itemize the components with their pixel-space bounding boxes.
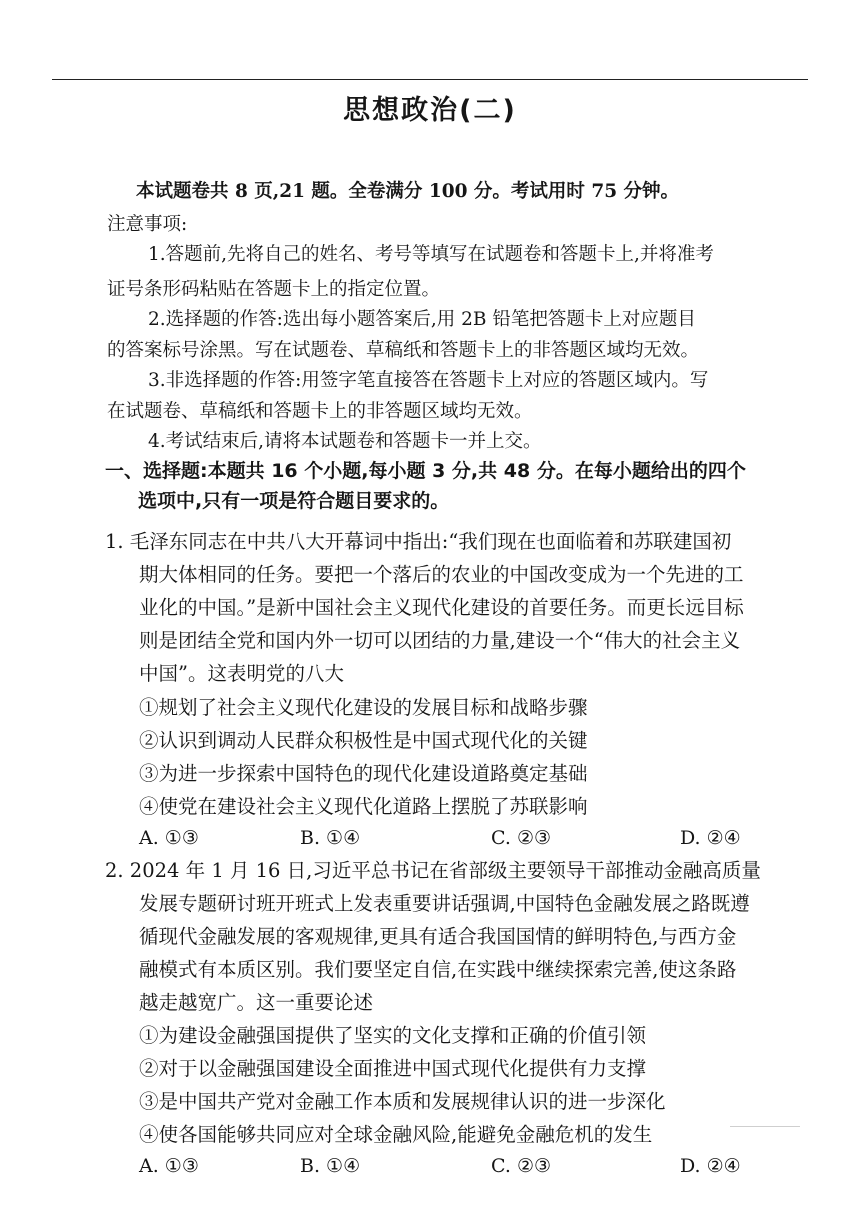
question-1-statement: ③为进一步探索中国特色的现代化建设道路奠定基础 xyxy=(139,762,588,785)
notice-line: 在试题卷、草稿纸和答题卡上的非答题区域均无效。 xyxy=(107,401,533,422)
question-1-statement: ②认识到调动人民群众积极性是中国式现代化的关键 xyxy=(139,729,588,752)
question-1-stem: 业化的中国。”是新中国社会主义现代化建设的首要任务。而更长远目标 xyxy=(139,596,744,619)
top-rule xyxy=(52,79,808,80)
question-2-stem: 2. 2024 年 1 月 16 日,习近平总书记在省部级主要领导干部推动金融高质量 xyxy=(105,859,761,882)
section-heading: 一、选择题:本题共 16 个小题,每小题 3 分,共 48 分。在每小题给出的四个 xyxy=(105,460,746,482)
notice-line: 4.考试结束后,请将本试题卷和答题卡一并上交。 xyxy=(148,431,542,452)
question-1-option-b: B. ①④ xyxy=(300,827,361,849)
question-2-stem: 循现代金融发展的客观规律,更具有适合我国国情的鲜明特色,与西方金 xyxy=(139,925,737,948)
question-2-stem: 发展专题研讨班开班式上发表重要讲话强调,中国特色金融发展之路既遵 xyxy=(139,892,750,915)
question-2-statement: ②对于以金融强国建设全面推进中国式现代化提供有力支撑 xyxy=(139,1057,647,1080)
notice-line: 的答案标号涂黑。写在试题卷、草稿纸和答题卡上的非答题区域均无效。 xyxy=(107,340,700,361)
question-2-stem: 越走越宽广。这一重要论述 xyxy=(139,991,374,1014)
question-2-option-a: A. ①③ xyxy=(139,1155,199,1177)
notice-line: 1.答题前,先将自己的姓名、考号等填写在试题卷和答题卡上,并将准考 xyxy=(148,244,714,265)
question-1-option-c: C. ②③ xyxy=(491,827,552,849)
question-1-statement: ④使党在建设社会主义现代化道路上摆脱了苏联影响 xyxy=(139,795,588,818)
notice-line: 证号条形码粘贴在答题卡上的指定位置。 xyxy=(107,279,441,300)
question-1-stem: 中国”。这表明党的八大 xyxy=(139,662,344,685)
question-2-option-c: C. ②③ xyxy=(491,1155,552,1177)
scan-mark xyxy=(730,1126,800,1127)
notice-heading: 注意事项: xyxy=(107,214,188,235)
section-heading-cont: 选项中,只有一项是符合题目要求的。 xyxy=(138,490,450,512)
question-1-stem: 1. 毛泽东同志在中共八大开幕词中指出:“我们现在也面临着和苏联建国初 xyxy=(105,530,732,553)
question-1-option-a: A. ①③ xyxy=(139,827,199,849)
question-2-statement: ①为建设金融强国提供了坚实的文化支撑和正确的价值引领 xyxy=(139,1024,647,1047)
question-1-stem: 期大体相同的任务。要把一个落后的农业的中国改变成为一个先进的工 xyxy=(139,563,744,586)
notice-line: 3.非选择题的作答:用签字笔直接答在答题卡上对应的答题区域内。写 xyxy=(148,370,709,391)
question-2-statement: ④使各国能够共同应对全球金融风险,能避免金融危机的发生 xyxy=(139,1123,653,1146)
question-2-stem: 融模式有本质区别。我们要坚定自信,在实践中继续探索完善,使这条路 xyxy=(139,958,737,981)
question-2-option-d: D. ②④ xyxy=(680,1155,741,1177)
question-1-option-d: D. ②④ xyxy=(680,827,741,849)
page-title: 思想政治(二) xyxy=(343,95,517,126)
question-2-option-b: B. ①④ xyxy=(300,1155,361,1177)
question-1-statement: ①规划了社会主义现代化建设的发展目标和战略步骤 xyxy=(139,696,588,719)
question-1-stem: 则是团结全党和国内外一切可以团结的力量,建设一个“伟大的社会主义 xyxy=(139,629,741,652)
exam-info: 本试题卷共 8 页,21 题。全卷满分 100 分。考试用时 75 分钟。 xyxy=(136,181,680,202)
notice-line: 2.选择题的作答:选出每小题答案后,用 2B 铅笔把答题卡上对应题目 xyxy=(148,309,696,330)
question-2-statement: ③是中国共产党对金融工作本质和发展规律认识的进一步深化 xyxy=(139,1090,666,1113)
